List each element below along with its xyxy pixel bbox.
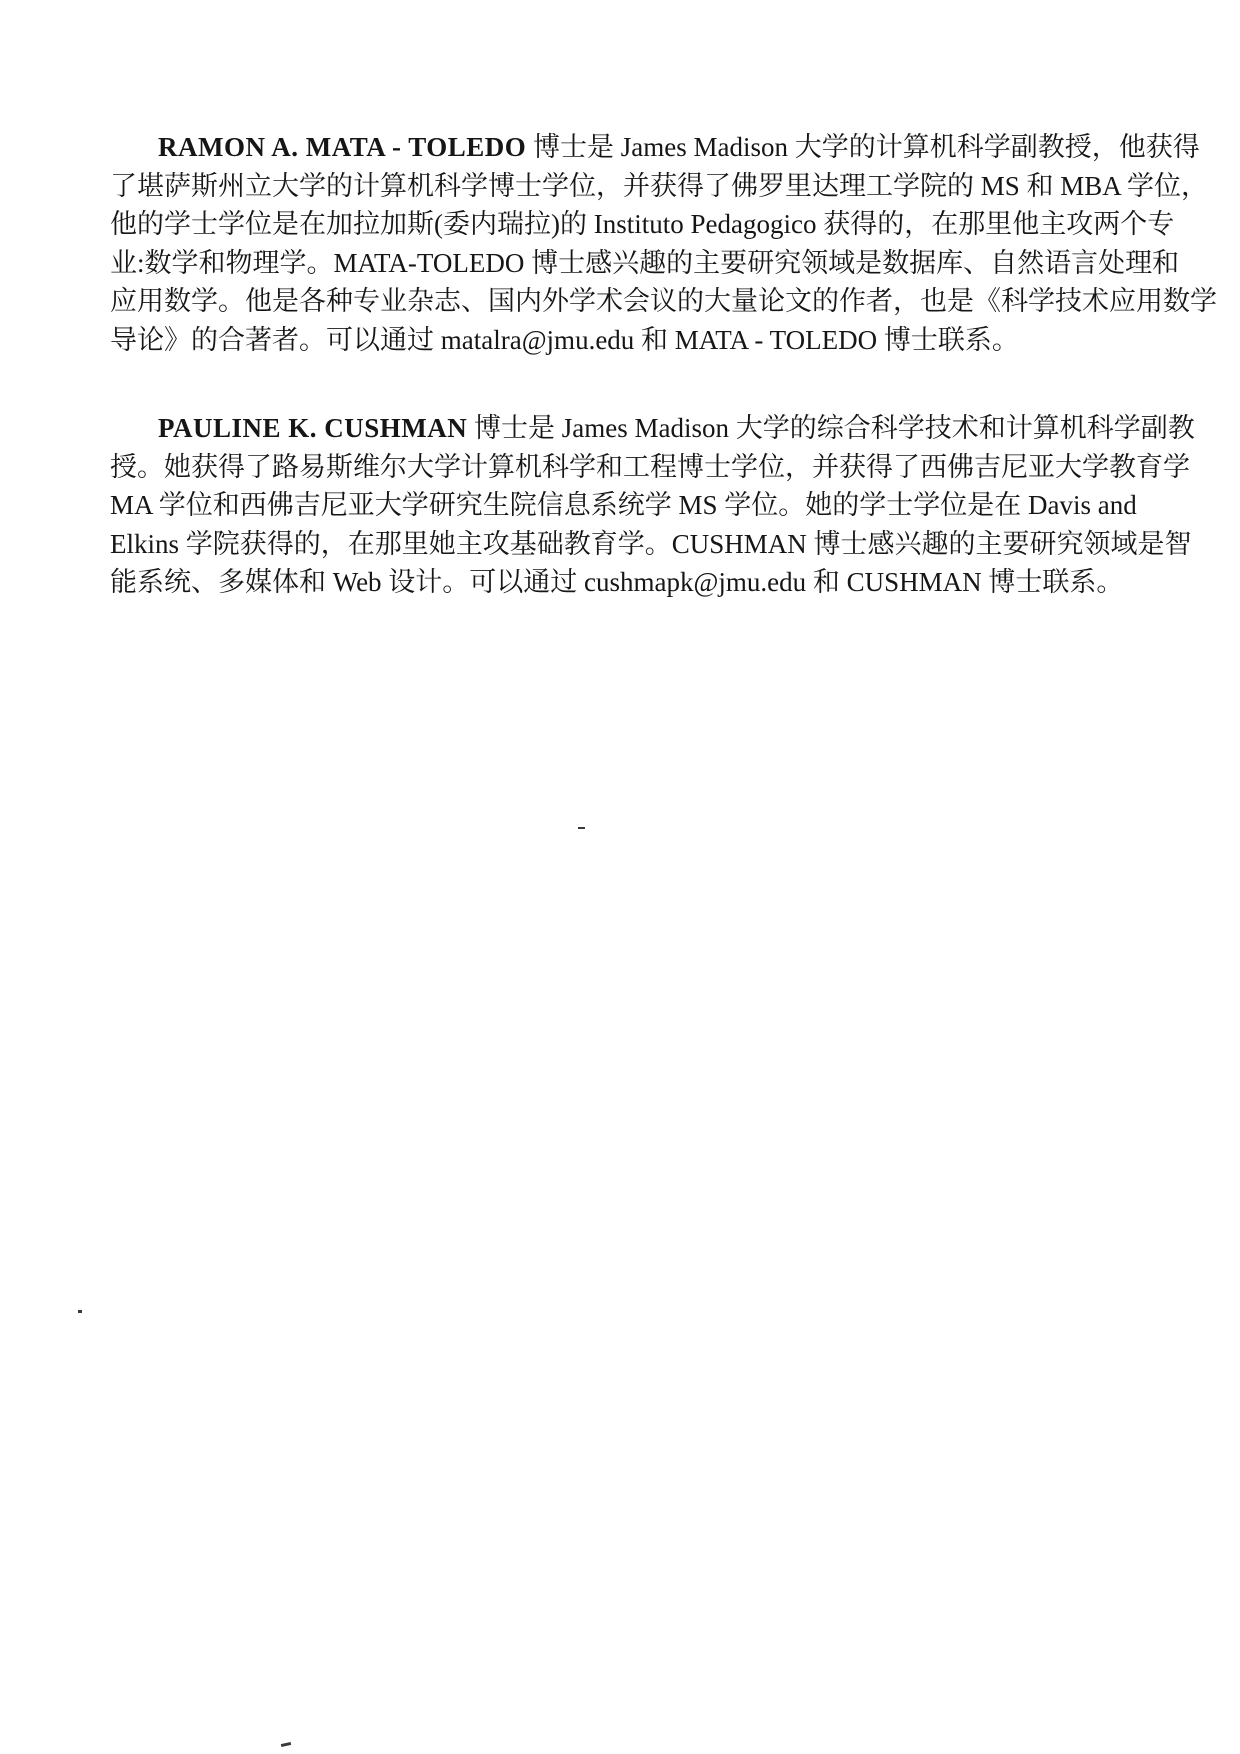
author-name-mata-toledo: RAMON A. MATA - TOLEDO [158,132,527,162]
text-line [110,128,1200,167]
text-line [110,409,1195,448]
paragraph-mata-toledo-bio [110,128,1217,359]
text-line: 能系统、多媒体和 Web 设计。可以通过 cushmapk@jmu.edu 和 CUSHMAN 博士联系。 [110,567,1124,597]
scan-speck [578,827,585,829]
text-line: 导论》的合著者。可以通过 matalra@jmu.edu 和 MATA - TOLEDO 博士联系。 [110,324,1019,355]
text-line: MA 学位和西佛吉尼亚大学研究生院信息系统学 MS 学位。她的学士学位是在 Davis and [110,490,1137,520]
text-line: 应用数学。他是各种专业杂志、国内外学术会议的大量论文的作者，也是《科学技术应用数学 [110,286,1217,316]
text-line: 授。她获得了路易斯维尔大学计算机科学和工程博士学位，并获得了西佛吉尼亚大学教育学 [110,451,1190,482]
text-line-remainder: 博士是 James Madison 大学的综合科学技术和计算机科学副教 [467,413,1195,443]
author-name-cushman: PAULINE K. CUSHMAN [158,413,468,443]
paragraph-cushman-bio [110,409,1195,602]
text-line-remainder: 博士是 James Madison 大学的计算机科学副教授，他获得 [526,132,1200,162]
text-block [110,128,1217,652]
text-line: Elkins 学院获得的，在那里她主攻基础教育学。CUSHMAN 博士感兴趣的主要研究领域是智 [110,528,1192,559]
text-line: 业:数学和物理学。MATA-TOLEDO 博士感兴趣的主要研究领域是数据库、自然语言处理和 [110,247,1180,278]
scan-speck [281,1742,291,1747]
text-line: 他的学士学位是在加拉加斯(委内瑞拉)的 Instituto Pedagogico 获得的，在那里他主攻两个专 [110,209,1175,239]
scan-speck [78,1310,82,1313]
text-line: 了堪萨斯州立大学的计算机科学博士学位，并获得了佛罗里达理工学院的 MS 和 MBA 学位， [110,170,1209,201]
